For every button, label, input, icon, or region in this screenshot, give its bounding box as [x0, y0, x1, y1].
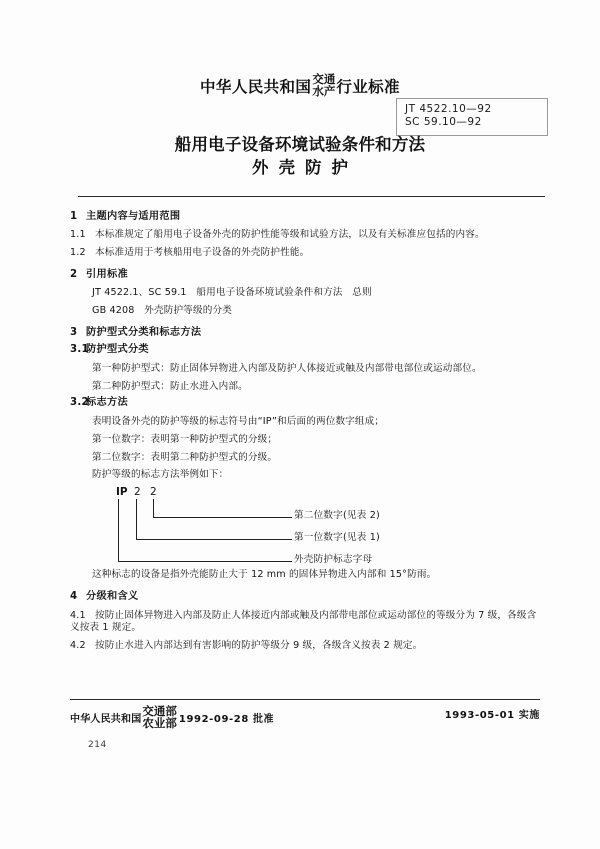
ip-caption-first-digit: 第一位数字(见表 1)	[294, 532, 380, 544]
clause-3-2-heading	[70, 398, 540, 408]
masthead-stacked-top: 交通	[312, 72, 336, 86]
footer-issuer-prefix: 中华人民共和国	[70, 714, 142, 725]
page-subtitle: 外壳防护	[252, 158, 358, 177]
section-1-title: 主题内容与适用范围	[86, 211, 181, 222]
clause-3-1-heading	[70, 345, 540, 355]
document-body	[70, 212, 540, 658]
footer-divider	[70, 699, 540, 700]
ip-code-figure	[70, 487, 540, 567]
clause-4-1	[70, 610, 540, 636]
section-1-number: 1	[70, 211, 78, 222]
document-footer	[70, 704, 540, 730]
section-2-heading	[70, 270, 540, 280]
page-number: 214	[88, 740, 107, 750]
header-divider	[78, 196, 545, 197]
masthead-stacked-bottom: 水产	[312, 83, 336, 98]
clause-1-1-number: 1.1	[70, 229, 86, 241]
footer-effective-date: 1993-05-01 实施	[444, 710, 540, 721]
leader-vertical-first-digit	[136, 499, 137, 539]
footer-approval-date: 1992-09-28 批准	[178, 714, 275, 725]
marking-line-2: 第一位数字：表明第一种防护型式的分级；	[92, 433, 278, 445]
leader-vertical-second-digit	[153, 499, 154, 517]
protection-type-1: 第一种防护型式：防止固体异物进入内部及防护人体接近或触及内部带电部位或运动部位。	[92, 362, 482, 374]
ip-caption-letters: 外壳防护标志字母	[294, 554, 373, 566]
section-2-title: 引用标准	[86, 269, 128, 281]
clause-4-2-text: 按防止水进入内部达到有害影响的防护等级分 9 级，各级含义按表 2 规定。	[95, 640, 423, 652]
leader-horizontal-ip-letters	[118, 561, 292, 562]
leader-vertical-ip-letters	[118, 499, 119, 561]
section-2-number: 2	[70, 269, 78, 281]
ip-caption-second-digit: 第二位数字(见表 2)	[294, 510, 380, 522]
masthead-line	[200, 74, 400, 97]
footer-stacked-ministries	[142, 706, 177, 729]
ip-code-first-digit: 2	[134, 486, 141, 499]
ip-code-letters: IP	[116, 486, 128, 499]
section-4-heading	[70, 592, 540, 602]
clause-4-2	[70, 640, 540, 653]
masthead-suffix: 行业标准	[336, 77, 400, 96]
clause-3-1-number: 3.1	[70, 344, 89, 356]
clause-1-2	[70, 247, 540, 260]
clause-3-1-title: 防护型式分类	[86, 344, 149, 356]
standard-number-jt: JT 4522.10—92	[405, 103, 492, 115]
standard-number-sc: SC 59.10—92	[405, 116, 482, 129]
masthead	[0, 74, 600, 97]
clause-1-1	[70, 229, 540, 242]
clause-4-2-number: 4.2	[70, 640, 86, 652]
section-4-title: 分级和含义	[86, 591, 139, 603]
clause-4-1-text: 按防止固体异物进入内部及防止人体接近内部或触及内部带电部位或运动部位的等级分为 7 级，各级含义按表 1 规定。	[70, 609, 537, 634]
masthead-stacked-ministries	[312, 74, 335, 97]
reference-item-jt: JT 4522.1、SC 59.1 船用电子设备环境试验条件和方法 总则	[92, 287, 372, 299]
reference-item-gb: GB 4208 外壳防护等级的分类	[92, 305, 232, 317]
section-4-number: 4	[70, 591, 78, 603]
marking-line-1: 表明设备外壳的防护等级的标志符号由“IP”和后面的两位数字组成；	[92, 415, 385, 427]
clause-4-1-number: 4.1	[70, 609, 86, 621]
clause-3-2-title: 标志方法	[86, 397, 128, 409]
footer-stacked-top: 交通部	[142, 704, 177, 718]
section-1-heading	[70, 212, 540, 222]
footer-stacked-bottom: 农业部	[142, 715, 177, 730]
marking-line-4: 防护等级的标志方法举例如下：	[92, 469, 229, 481]
leader-horizontal-second-digit	[153, 517, 292, 518]
masthead-prefix: 中华人民共和国	[200, 77, 312, 96]
clause-1-2-number: 1.2	[70, 247, 86, 259]
marking-line-3: 第二位数字：表明第二种防护型式的分级。	[92, 451, 278, 463]
protection-type-2: 第二种防护型式：防止水进入内部。	[92, 380, 248, 392]
ip-code-second-digit: 2	[150, 486, 157, 499]
clause-1-2-text: 本标准适用于考核船用电子设备的外壳防护性能。	[95, 247, 310, 259]
clause-1-1-text: 本标准规定了船用电子设备外壳的防护性能等级和试验方法，以及有关标准应包括的内容。	[95, 229, 485, 241]
leader-horizontal-first-digit	[136, 539, 292, 540]
section-3-title: 防护型式分类和标志方法	[86, 327, 202, 339]
footer-approval	[70, 706, 274, 729]
page-title: 船用电子设备环境试验条件和方法	[174, 135, 426, 154]
section-3-heading	[70, 328, 540, 338]
ip-example-note: 这种标志的设备是指外壳能防止大于 12 mm 的固体异物进入内部和 15°防雨。	[92, 569, 437, 581]
section-3-number: 3	[70, 327, 78, 339]
clause-3-2-number: 3.2	[70, 397, 89, 409]
